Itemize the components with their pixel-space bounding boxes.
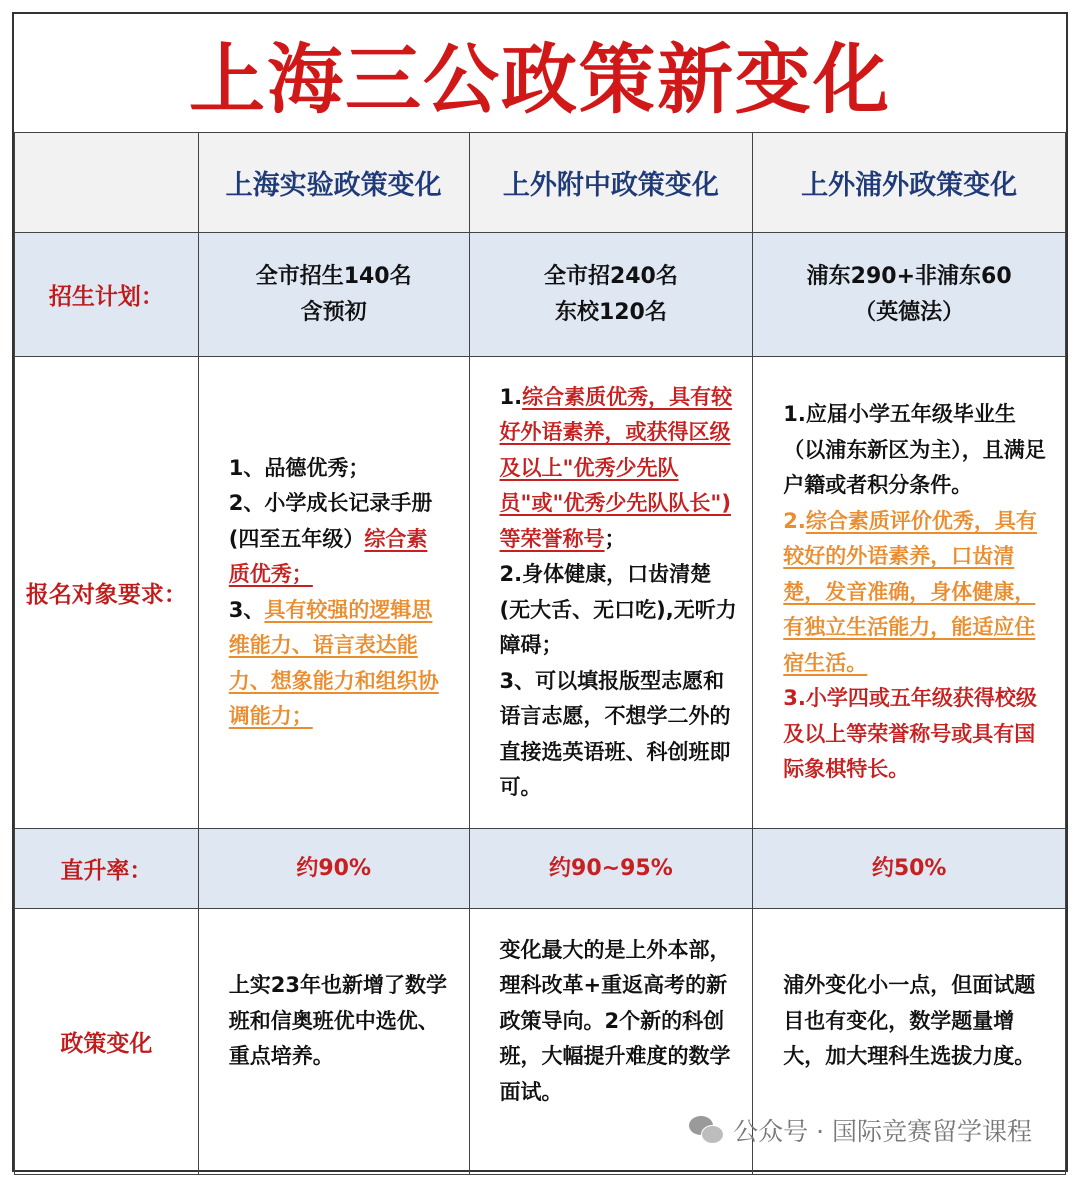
col-header-pwai: 上外浦外政策变化: [753, 133, 1066, 233]
wechat-icon: [689, 1116, 723, 1144]
watermark-text: 公众号 · 国际竞赛留学课程: [733, 1117, 1032, 1146]
header-row: [15, 133, 1066, 233]
corner-cell: [15, 133, 199, 233]
cell-policy-pwai: 浦外变化小一点，但面试题目也有变化，数学题量增大，加大理科生选拔力度。: [753, 909, 1066, 1175]
req-waifu-item1-suffix: ；: [604, 526, 626, 551]
req-shiyan-item2: [229, 486, 447, 593]
req-waifu-item1-highlight: 综合素质优秀，具有较好外语素养，或获得区级及以上"优秀少先队员"或"优秀少先队队长")等荣誉称号: [499, 384, 733, 551]
title-band: [14, 14, 1066, 134]
cell-enroll-shiyan: [198, 233, 469, 357]
req-pwai-item2-prefix: 2.: [783, 508, 806, 533]
req-shiyan-item2-text: 2、小学成长记录手册(四至五年级）: [228, 491, 433, 551]
req-pwai-item3: [783, 681, 1047, 788]
row-label-policy: 政策变化: [15, 909, 199, 1175]
cell-policy-shiyan: 上实23年也新增了数学班和信奥班优中选优、重点培养。: [198, 909, 469, 1175]
row-rate: [15, 829, 1066, 909]
enroll-waifu-line1: 全市招240名: [543, 263, 678, 289]
req-shiyan-item3-prefix: 3、: [228, 597, 265, 622]
req-pwai-item3-prefix: 3.: [783, 686, 806, 711]
cell-rate-shiyan: 约90%: [198, 829, 469, 909]
req-shiyan-item1: 1、品德优秀；: [228, 455, 370, 480]
row-label-enroll: 招生计划：: [15, 233, 199, 357]
row-label-requirements: 报名对象要求：: [15, 357, 199, 829]
enroll-shiyan-line1: 全市招生140名: [255, 263, 412, 289]
req-waifu-item1: [500, 380, 741, 558]
req-pwai-item1: 1.应届小学五年级毕业生（以浦东新区为主），且满足户籍或者积分条件。: [783, 402, 1046, 498]
req-pwai-item3-highlight: 小学四或五年级获得校级及以上等荣誉称号或具有国际象棋特长。: [783, 686, 1037, 782]
watermark: [689, 1112, 1032, 1148]
req-shiyan-item3: [229, 593, 447, 735]
col-header-shiyan: 上海实验政策变化: [198, 133, 469, 233]
cell-req-pwai: [753, 357, 1066, 829]
enroll-shiyan-line2: 含预初: [300, 299, 367, 325]
comparison-table: [14, 132, 1066, 1175]
req-pwai-item2-highlight: 综合素质评价优秀，具有较好的外语素养，口齿清楚，发音准确，身体健康，有独立生活能力，能适应住宿生活。: [783, 508, 1037, 675]
req-waifu-item1-prefix: 1.: [499, 384, 523, 409]
row-label-rate: 直升率：: [15, 829, 199, 909]
enroll-pwai-line2: （英德法）: [854, 299, 965, 325]
req-shiyan-item3-highlight: 具有较强的逻辑思维能力、语言表达能力、想象能力和组织协调能力；: [228, 597, 439, 728]
policy-table-page: [12, 12, 1068, 1172]
req-pwai-item2: [783, 504, 1047, 682]
row-requirements: [15, 357, 1066, 829]
req-shiyan-item2-highlight: 综合素质优秀；: [228, 526, 428, 586]
page-title: 上海三公政策新变化: [189, 34, 891, 124]
row-enroll: [15, 233, 1066, 357]
cell-enroll-pwai: [753, 233, 1066, 357]
col-header-waifu: 上外附中政策变化: [469, 133, 753, 233]
enroll-waifu-line2: 东校120名: [554, 299, 667, 325]
cell-req-shiyan: [198, 357, 469, 829]
req-waifu-item2: 2.身体健康，口齿清楚(无大舌、无口吃),无听力障碍；: [499, 562, 737, 657]
cell-req-waifu: [469, 357, 753, 829]
req-waifu-item3: 3、可以填报版型志愿和语言志愿，不想学二外的直接选英语班、科创班即可。: [499, 668, 731, 799]
cell-rate-waifu: 约90~95%: [469, 829, 753, 909]
enroll-pwai-line1: 浦东290+非浦东60: [806, 263, 1012, 289]
cell-enroll-waifu: [469, 233, 753, 357]
cell-policy-waifu: 变化最大的是上外本部，理科改革+重返高考的新政策导向。2个新的科创班，大幅提升难度的数学面试。: [469, 909, 753, 1175]
cell-rate-pwai: 约50%: [753, 829, 1066, 909]
